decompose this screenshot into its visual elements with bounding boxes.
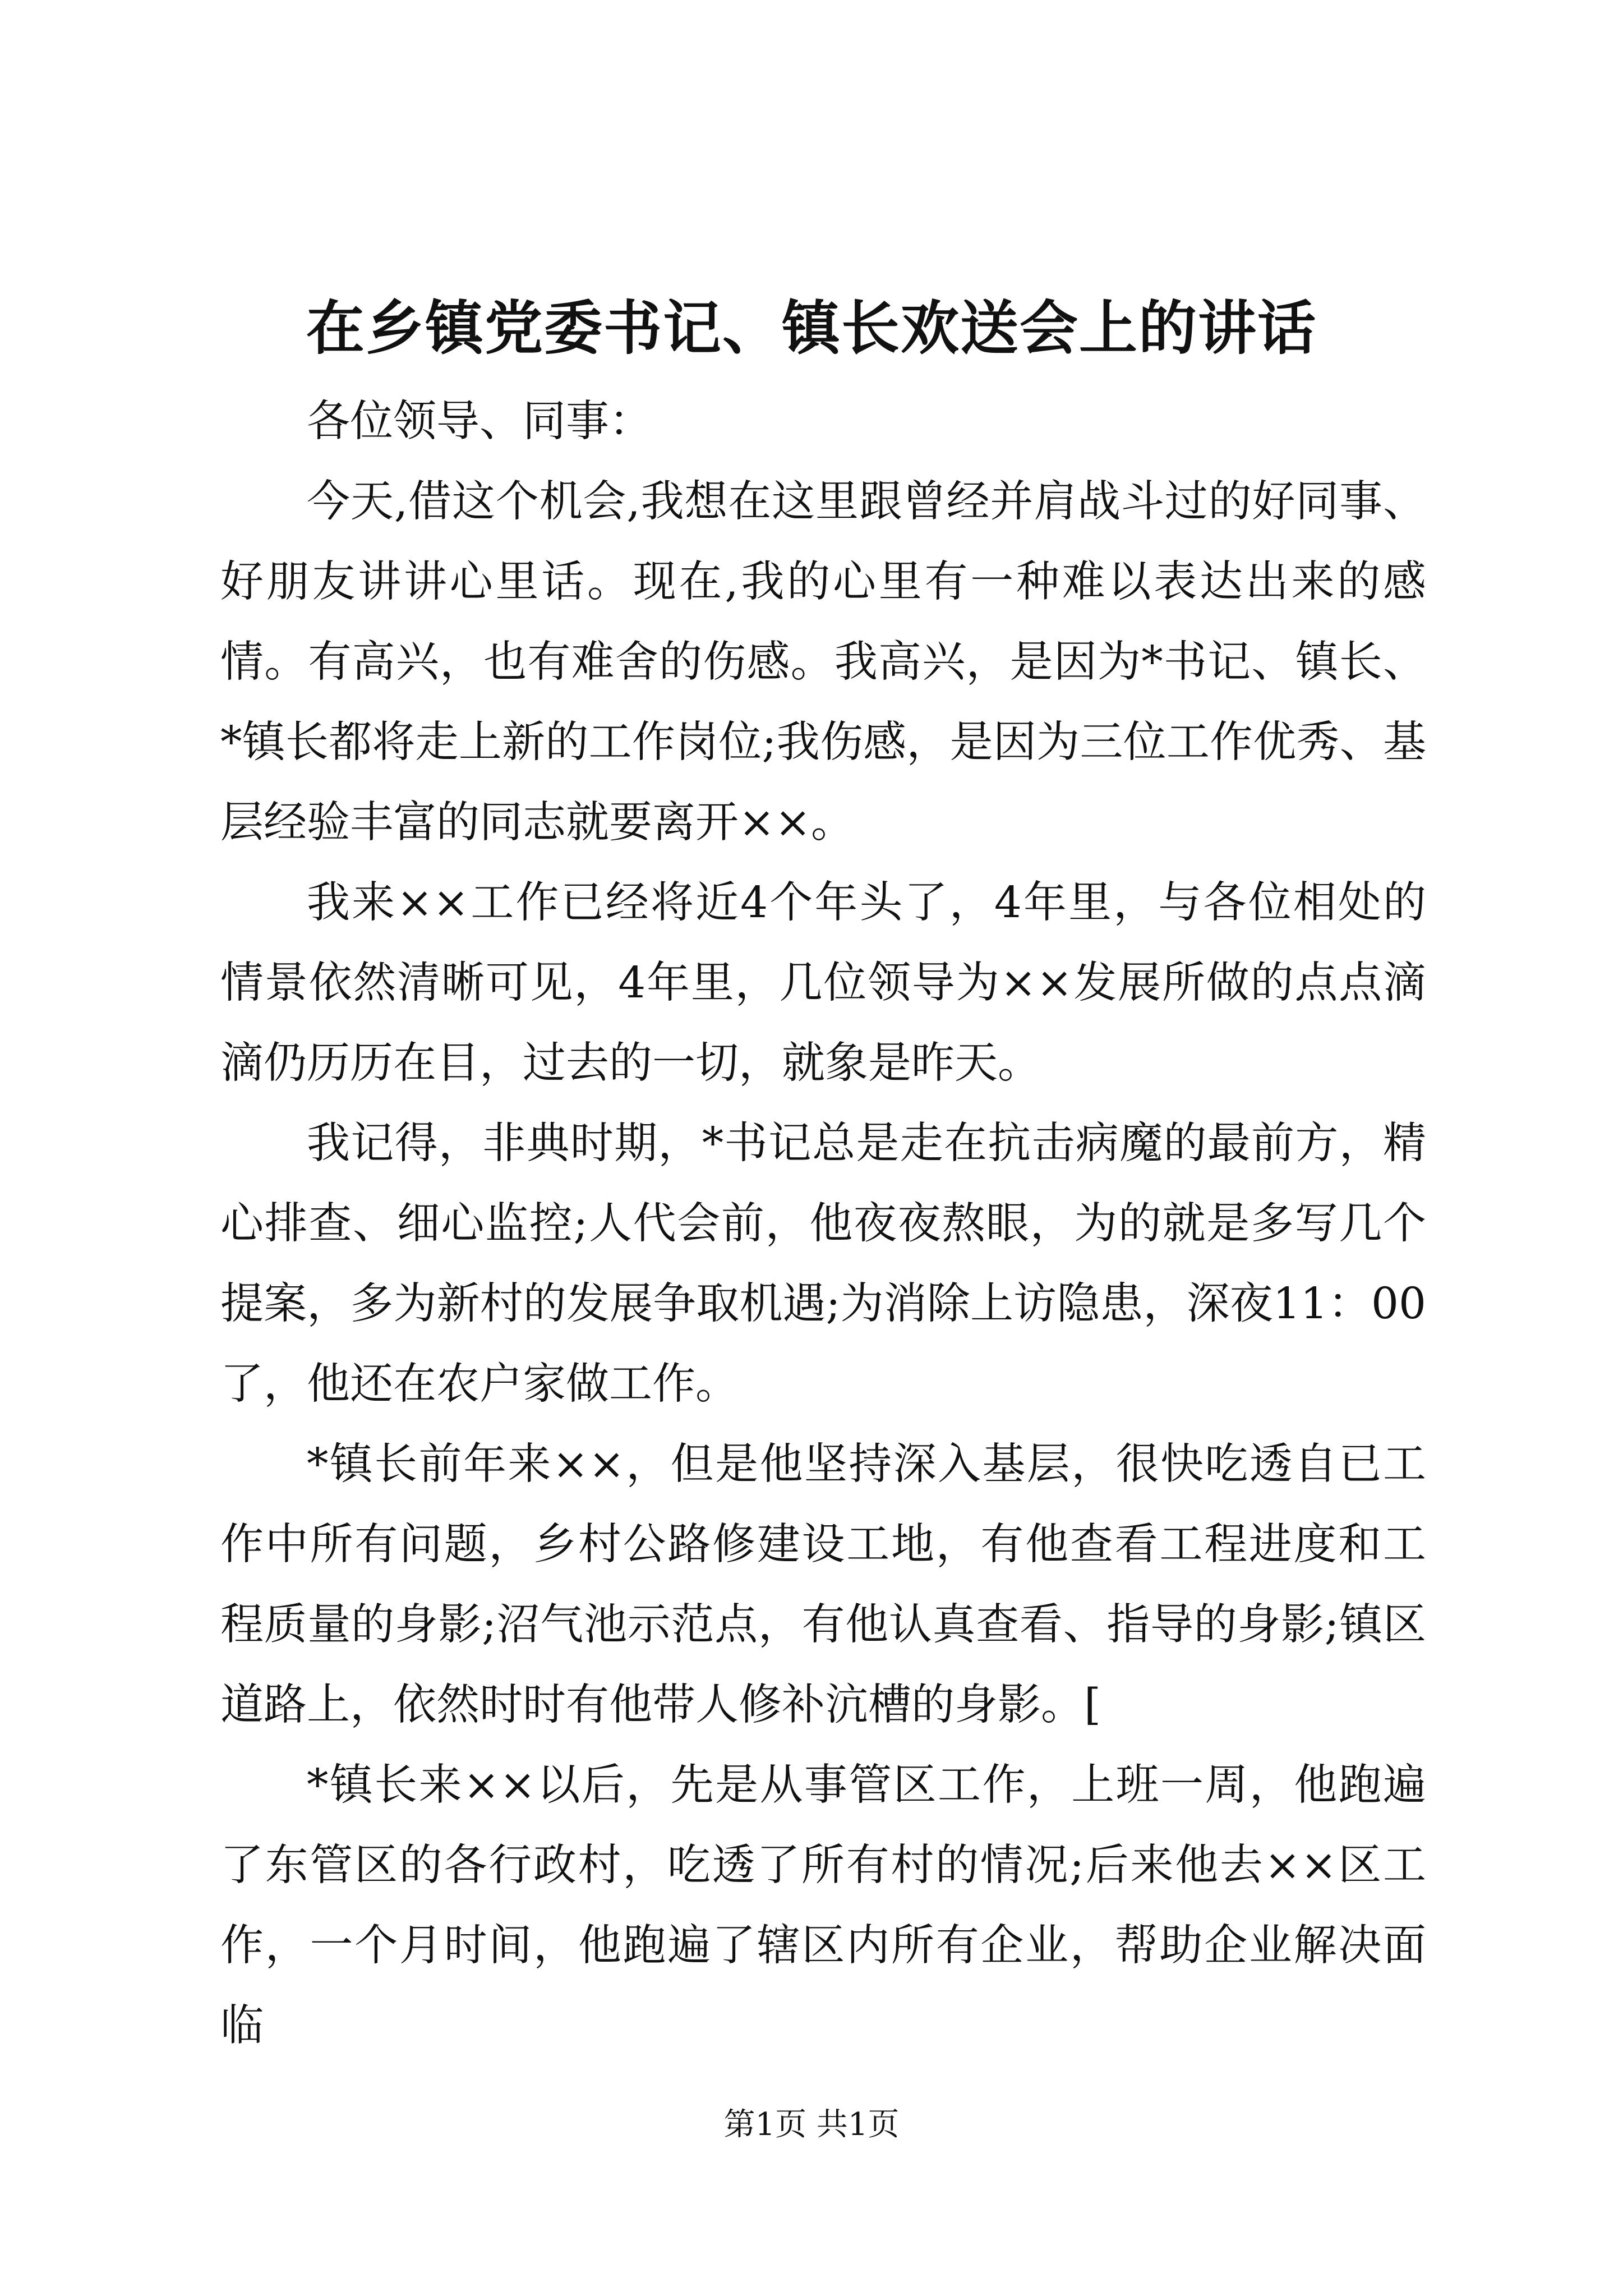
- paragraph-4: *镇长前年来××，但是他坚持深入基层，很快吃透自已工作中所有问题，乡村公路修建设工地，有他查看工程进度和工程质量的身影;沼气池示范点，有他认真查看、指导的身影;镇区道路上，依然时时有他带人修补沆槽的身影。[: [220, 1439, 1426, 1730]
- paragraph-5: *镇长来××以后，先是从事管区工作，上班一周，他跑遍了东管区的各行政村，吃透了所有村的情况;后来他去××区工作，一个月时间，他跑遍了辖区内所有企业，帮助企业解决面临: [220, 1760, 1426, 2051]
- paragraph-2: 我来××工作已经将近4个年头了，4年里，与各位相处的情景依然清晰可见，4年里，几位领导为××发展所做的点点滴滴仍历历在目，过去的一切，就象是昨天。: [220, 878, 1426, 1088]
- document-title: 在乡镇党委书记、镇长欢送会上的讲话: [306, 293, 1317, 362]
- document-body: [220, 381, 1426, 2066]
- paragraph-salutation: 各位领导、同事：: [307, 397, 652, 447]
- paragraph-3: 我记得，非典时期，*书记总是走在抗击病魔的最前方，精心排查、细心监控;人代会前，他夜夜熬眼，为的就是多写几个提案，多为新村的发展争取机遇;为消除上访隐患，深夜11：00了，他还在农户家做工作。: [220, 1119, 1426, 1409]
- paragraph-1: 今天,借这个机会,我想在这里跟曾经并肩战斗过的好同事、好朋友讲讲心里话。现在,我的心里有一种难以表达出来的感情。有高兴，也有难舍的伤感。我高兴，是因为*书记、镇长、*镇长都将走上新的工作岗位;我伤感，是因为三位工作优秀、基层经验丰富的同志就要离开××。: [220, 477, 1426, 848]
- page-number-footer: 第1页 共1页: [723, 2106, 900, 2143]
